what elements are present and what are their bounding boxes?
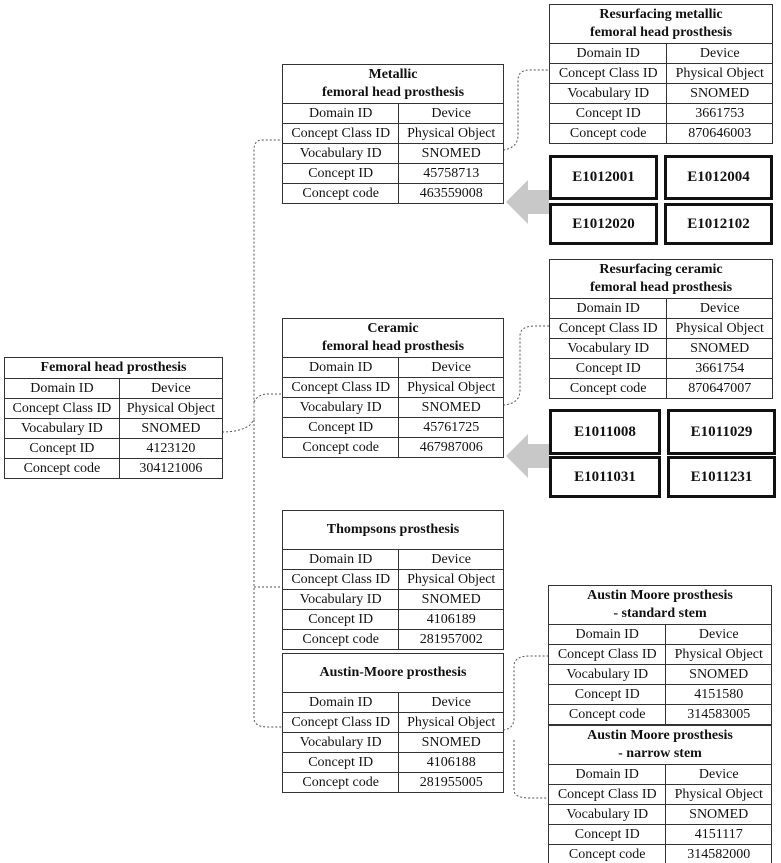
card-title: Austin-Moore prosthesis — [283, 654, 503, 693]
label-concept-id: Concept ID — [550, 104, 667, 124]
row-vocabulary — [283, 590, 503, 610]
attribute-table — [283, 104, 503, 203]
value-concept-class-id: Physical Object — [667, 319, 772, 339]
code-box: E1011031 — [549, 456, 661, 498]
code-box: E1012102 — [664, 203, 773, 245]
value-vocabulary-id: SNOMED — [666, 665, 771, 685]
card-ceramic-femoral-head-prosthesis — [282, 318, 504, 458]
row-vocabulary — [549, 665, 771, 685]
value-domain-id: Device — [431, 551, 472, 567]
value-concept-class-id: Physical Object — [399, 124, 503, 144]
value-concept-code: 467987006 — [399, 438, 503, 458]
row-concept-id — [5, 439, 222, 459]
row-concept-id — [283, 753, 503, 773]
code-box: E1012020 — [549, 203, 658, 245]
value-vocabulary-id: SNOMED — [399, 144, 503, 164]
label-concept-class-id: Concept Class ID — [283, 570, 399, 590]
row-domain — [283, 358, 503, 378]
row-concept-id — [283, 164, 503, 184]
attribute-table — [549, 765, 771, 863]
value-vocabulary-id: SNOMED — [666, 805, 771, 825]
label-concept-code: Concept code — [549, 705, 666, 725]
card-title: Austin Moore prosthesis - narrow stem — [549, 726, 771, 765]
label-vocabulary-id: Vocabulary ID — [283, 144, 399, 164]
row-domain — [283, 550, 503, 570]
card-title: Femoral head prosthesis — [5, 358, 222, 379]
label-concept-code: Concept code — [549, 845, 666, 863]
value-domain-id: Device — [151, 380, 191, 396]
connector-ceramic-resurf — [503, 326, 549, 405]
label-vocabulary-id: Vocabulary ID — [283, 590, 399, 610]
value-concept-class-id: Physical Object — [119, 399, 222, 419]
card-thompsons-prosthesis — [282, 510, 504, 650]
row-concept-class — [283, 713, 503, 733]
label-concept-code: Concept code — [550, 379, 667, 399]
row-domain — [549, 625, 771, 645]
card-austin-moore-narrow-stem — [548, 725, 772, 863]
attribute-table — [5, 379, 222, 478]
row-concept-code — [549, 705, 771, 725]
row-concept-class — [549, 785, 771, 805]
value-concept-class-id: Physical Object — [399, 570, 503, 590]
label-concept-class-id: Concept Class ID — [283, 124, 399, 144]
label-concept-id: Concept ID — [5, 439, 119, 459]
value-concept-class-id: Physical Object — [399, 713, 503, 733]
code-box: E1011029 — [667, 409, 776, 455]
value-vocabulary-id: SNOMED — [399, 733, 503, 753]
value-domain-id: Device — [699, 45, 740, 61]
row-concept-code — [549, 845, 771, 863]
value-vocabulary-id: SNOMED — [399, 398, 503, 418]
value-vocabulary-id: SNOMED — [667, 339, 772, 359]
label-concept-id: Concept ID — [283, 418, 399, 438]
label-concept-class-id: Concept Class ID — [283, 713, 399, 733]
value-concept-id: 45758713 — [399, 164, 503, 184]
row-concept-class — [550, 64, 772, 84]
attribute-table — [283, 358, 503, 457]
label-vocabulary-id: Vocabulary ID — [283, 733, 399, 753]
code-box: E1012001 — [549, 155, 658, 200]
arrow-codes-to-ceramic — [506, 434, 549, 478]
label-domain-id: Domain ID — [283, 550, 399, 570]
label-concept-class-id: Concept Class ID — [549, 785, 666, 805]
card-title: Thompsons prosthesis — [283, 511, 503, 550]
attribute-table — [283, 693, 503, 792]
value-concept-code: 870646003 — [667, 124, 772, 144]
value-concept-id: 3661753 — [667, 104, 772, 124]
row-concept-id — [550, 104, 772, 124]
label-concept-code: Concept code — [283, 438, 399, 458]
label-vocabulary-id: Vocabulary ID — [283, 398, 399, 418]
connector-austin-children — [503, 656, 548, 798]
value-concept-code: 281955005 — [399, 773, 503, 793]
value-concept-code: 870647007 — [667, 379, 772, 399]
row-concept-code — [550, 379, 772, 399]
value-domain-id: Device — [431, 105, 472, 121]
value-domain-id: Device — [699, 300, 740, 316]
label-domain-id: Domain ID — [550, 44, 667, 64]
label-concept-code: Concept code — [283, 630, 399, 650]
row-concept-id — [549, 825, 771, 845]
connector-femoral-children — [222, 140, 282, 727]
label-vocabulary-id: Vocabulary ID — [549, 665, 666, 685]
card-title: Austin Moore prosthesis - standard stem — [549, 586, 771, 625]
row-vocabulary — [550, 339, 772, 359]
label-domain-id: Domain ID — [549, 625, 666, 645]
value-concept-code: 281957002 — [399, 630, 503, 650]
value-concept-id: 4106189 — [399, 610, 503, 630]
value-vocabulary-id: SNOMED — [399, 590, 503, 610]
row-concept-id — [550, 359, 772, 379]
row-concept-class — [283, 124, 503, 144]
label-domain-id: Domain ID — [550, 299, 667, 319]
row-concept-code — [283, 184, 503, 204]
code-box: E1012004 — [664, 155, 773, 200]
value-vocabulary-id: SNOMED — [667, 84, 772, 104]
value-concept-code: 304121006 — [119, 459, 222, 479]
row-concept-class — [283, 378, 503, 398]
value-concept-class-id: Physical Object — [666, 785, 771, 805]
row-concept-class — [550, 319, 772, 339]
connector-metallic-resurf — [503, 70, 549, 150]
row-vocabulary — [283, 144, 503, 164]
value-concept-class-id: Physical Object — [667, 64, 772, 84]
label-domain-id: Domain ID — [549, 765, 666, 785]
value-concept-id: 4151580 — [666, 685, 771, 705]
attribute-table — [283, 550, 503, 649]
row-domain — [283, 693, 503, 713]
label-concept-id: Concept ID — [283, 610, 399, 630]
row-vocabulary — [283, 398, 503, 418]
label-vocabulary-id: Vocabulary ID — [550, 84, 667, 104]
label-concept-code: Concept code — [550, 124, 667, 144]
label-concept-id: Concept ID — [283, 164, 399, 184]
row-concept-class — [549, 645, 771, 665]
label-concept-code: Concept code — [283, 184, 399, 204]
label-domain-id: Domain ID — [283, 104, 399, 124]
label-domain-id: Domain ID — [283, 358, 399, 378]
row-domain — [549, 765, 771, 785]
card-title: Resurfacing ceramic femoral head prosthesis — [550, 260, 772, 299]
row-vocabulary — [550, 84, 772, 104]
card-title: Ceramic femoral head prosthesis — [283, 319, 503, 358]
card-austin-moore-prosthesis — [282, 653, 504, 793]
value-vocabulary-id: SNOMED — [119, 419, 222, 439]
value-concept-class-id: Physical Object — [666, 645, 771, 665]
value-domain-id: Device — [431, 694, 472, 710]
row-vocabulary — [5, 419, 222, 439]
row-concept-id — [283, 610, 503, 630]
card-femoral-head-prosthesis — [4, 357, 223, 479]
row-concept-class — [283, 570, 503, 590]
row-vocabulary — [549, 805, 771, 825]
row-domain — [550, 44, 772, 64]
value-domain-id: Device — [431, 359, 472, 375]
row-concept-code — [550, 124, 772, 144]
label-concept-code: Concept code — [283, 773, 399, 793]
card-austin-moore-standard-stem — [548, 585, 772, 725]
value-concept-id: 3661754 — [667, 359, 772, 379]
row-vocabulary — [283, 733, 503, 753]
arrow-codes-to-metallic — [506, 180, 549, 224]
label-concept-class-id: Concept Class ID — [5, 399, 119, 419]
row-concept-code — [5, 459, 222, 479]
attribute-table — [550, 44, 772, 143]
row-domain — [5, 379, 222, 399]
value-concept-id: 4123120 — [119, 439, 222, 459]
row-concept-id — [283, 418, 503, 438]
label-concept-class-id: Concept Class ID — [283, 378, 399, 398]
label-concept-class-id: Concept Class ID — [550, 64, 667, 84]
value-domain-id: Device — [698, 626, 739, 642]
card-resurfacing-metallic-femoral-head-prosthesis — [549, 4, 773, 144]
card-title: Metallic femoral head prosthesis — [283, 65, 503, 104]
row-domain — [550, 299, 772, 319]
label-domain-id: Domain ID — [5, 379, 119, 399]
card-metallic-femoral-head-prosthesis — [282, 64, 504, 204]
row-concept-id — [549, 685, 771, 705]
row-concept-code — [283, 773, 503, 793]
label-vocabulary-id: Vocabulary ID — [550, 339, 667, 359]
label-concept-code: Concept code — [5, 459, 119, 479]
label-concept-class-id: Concept Class ID — [550, 319, 667, 339]
label-concept-id: Concept ID — [283, 753, 399, 773]
label-concept-id: Concept ID — [549, 825, 666, 845]
value-concept-code: 463559008 — [399, 184, 503, 204]
label-vocabulary-id: Vocabulary ID — [549, 805, 666, 825]
row-concept-class — [5, 399, 222, 419]
value-concept-id: 4106188 — [399, 753, 503, 773]
label-concept-id: Concept ID — [549, 685, 666, 705]
value-domain-id: Device — [698, 766, 739, 782]
row-domain — [283, 104, 503, 124]
card-title: Resurfacing metallic femoral head prosthesis — [550, 5, 772, 44]
label-domain-id: Domain ID — [283, 693, 399, 713]
label-concept-id: Concept ID — [550, 359, 667, 379]
value-concept-id: 45761725 — [399, 418, 503, 438]
label-concept-class-id: Concept Class ID — [549, 645, 666, 665]
card-resurfacing-ceramic-femoral-head-prosthesis — [549, 259, 773, 399]
value-concept-class-id: Physical Object — [399, 378, 503, 398]
value-concept-code: 314583005 — [666, 705, 771, 725]
attribute-table — [550, 299, 772, 398]
attribute-table — [549, 625, 771, 724]
code-box: E1011008 — [549, 409, 661, 455]
value-concept-code: 314582000 — [666, 845, 771, 863]
row-concept-code — [283, 630, 503, 650]
code-box: E1011231 — [667, 456, 776, 498]
value-concept-id: 4151117 — [666, 825, 771, 845]
label-vocabulary-id: Vocabulary ID — [5, 419, 119, 439]
row-concept-code — [283, 438, 503, 458]
